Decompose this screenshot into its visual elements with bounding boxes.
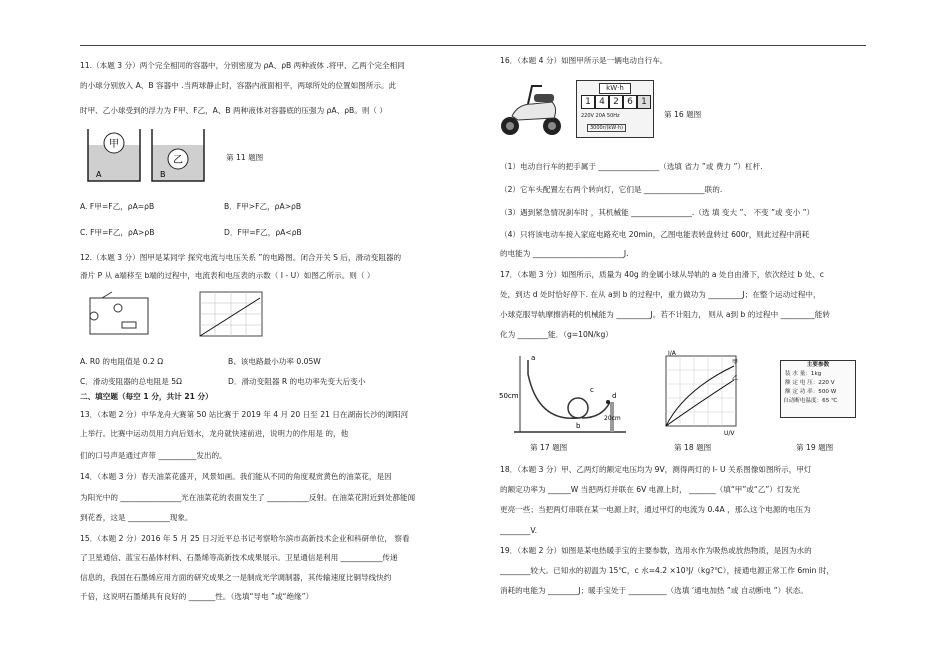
q11-line1: 11.（本题 3 分）两个完全相同的容器中，分别密度为 ρA、ρB 两种液体 .将甲、乙两个完全相同 <box>80 61 405 70</box>
fig16-energy-meter <box>576 80 654 138</box>
q12-option-b: B、该电路最小功率 0.05W <box>228 357 321 366</box>
q14-line2: 为阳光中的 ________________光在油菜花的表面发生了 ___________反射。在油菜花附近到处都能闻 <box>80 493 416 502</box>
q11-line2: 的小球分别放入 A、B 容器中 .当两球静止时，容器内液面相平，两球所处的位置如图所示。此 <box>80 81 397 90</box>
q11-option-b: B．F甲>F乙，ρA>ρB <box>224 202 302 211</box>
q12-option-d: D．滑动变阻器 R 的电功率先变大后变小 <box>228 377 366 386</box>
section-fill-in-title: 二、填空题（每空 1 分，共计 21 分） <box>80 392 213 401</box>
q12-option-c: C．滑动变阻器的总电阻是 5Ω <box>80 377 182 386</box>
fig18-series-yi: 乙 <box>732 375 739 382</box>
fig17-point-a: a <box>531 354 536 362</box>
q18-line3: 更亮一些；当把两灯串联在某一电源上时，通过甲灯的电流为 0.4A ，那么这个电源的电压为 <box>500 505 811 514</box>
meter-digit: 1 <box>637 95 651 109</box>
beaker-a-label: A <box>96 170 102 179</box>
fig17-height-20: 20cm <box>604 415 621 422</box>
q17-line1: 17．（本题 3 分）如图所示，质量为 40g 的金属小球从导轨的 a 处自由滑下，依次经过 b 处、c <box>500 270 824 279</box>
meter-spec-1: 220V 20A 50Hz <box>581 113 620 119</box>
q18-line1: 18．（本题 3 分）甲、乙两灯的额定电压均为 9V，测得两灯的 I- U 关系图像如图所示，甲灯 <box>500 465 812 474</box>
meter-digit: 4 <box>595 95 609 109</box>
fig17-point-d: d <box>612 392 617 400</box>
fig16-caption: 第 16 题图 <box>664 110 702 119</box>
meter-digits <box>581 95 651 109</box>
q16-part2: （2）它车头配置左右两个转向灯，它们是 ________________联的. <box>500 185 723 194</box>
q15-line4: 千倍，这说明石墨烯具有良好的 _______性。（选填“导电 ”或“绝缘”） <box>80 592 314 601</box>
fig18-iu-graph <box>654 350 742 436</box>
ball-yi-label: 乙 <box>173 155 183 166</box>
fig18-y-axis-label: I/A <box>668 350 676 357</box>
q19-line2: ________较大。已知水的初温为 15℃，c 水=4.2 ×10³J/（kg?℃），接通电源正常工作 6min 时， <box>500 566 835 575</box>
q12-line1: 12.（本题 3 分）图甲是某同学 探究电流与电压关系 ”的电路图。闭合开关 S 后，滑动变阻器的 <box>80 253 402 262</box>
fig12-graph <box>200 292 262 336</box>
q15-line2: 了卫星通信、蓝宝石晶体材料、石墨烯等高新技术成果展示。卫星通信是利用 ___________传递 <box>80 553 398 562</box>
fig12-circuit-graph <box>82 286 272 346</box>
fig19-row: 自动断电温度：65 ℃ <box>783 398 838 404</box>
fig17-point-b: b <box>576 422 581 430</box>
q12-line2: 滑片 P 从 a端移至 b端的过程中，电流表和电压表的示数（ I - U）如图乙所示。则（ ） <box>80 271 375 280</box>
q17-line4: 化为 ________能．（g=10N/kg） <box>500 330 613 339</box>
fig17-track <box>498 352 630 436</box>
fig19-title: 主要参数 <box>806 362 830 368</box>
q19-line3: 消耗的电能为 ________J；暖手宝处于 __________（选填 ‘通电加热 ”或 自动断电 ”）状态。 <box>500 586 808 595</box>
fig17-point-c: c <box>590 386 594 394</box>
ball-jia-label: 甲 <box>109 139 119 150</box>
q11-line3: 时甲、乙小球受到的浮力为 F甲、F乙，A、B 两种液体对容器底的压强为 ρA、ρB。则（ ） <box>80 106 388 115</box>
q16-part3: （3）遇到紧急情况刹车时 ，其机械能 ________________.（选 填 变大 ”、 不变 ”或 变小 ”） <box>500 208 815 217</box>
fig17-caption: 第 17 题图 <box>530 443 568 452</box>
q16-part4-line2: 的电能为 ________________________J. <box>500 249 629 258</box>
fig17-height-50: 50cm <box>499 392 519 400</box>
q14-line3: 到花香，这是 ___________现象。 <box>80 513 193 522</box>
q18-line2: 的额定功率为 ______W 当把两灯并联在 6V 电源上时， _______（填“甲”或“乙”）灯发光 <box>500 485 800 494</box>
q14-line1: 14．（本题 3 分）春天油菜花盛开，风景如画。我们能从不同的角度观赏黄色的油菜花，是因 <box>80 472 392 481</box>
q19-line1: 19．（本题 2 分）如图是某电热暖手宝的主要参数，选用水作为吸热或放热物质，是因为水的 <box>500 546 812 555</box>
meter-digit: 2 <box>609 95 623 109</box>
fig19-row: 额 定 电 压：220 V <box>785 380 835 386</box>
q11-option-a: A. F甲=F乙，ρA=ρB <box>80 202 155 211</box>
fig11-caption: 第 11 题图 <box>226 153 264 162</box>
q16-part4-line1: （4）只将该电动车接入家庭电路充电 20min，乙图电能表转盘转过 600r，则此过程中消耗 <box>500 230 810 239</box>
q17-line2: 处，到达 d 处时恰好停下. 在从 a到 b 的过程中，重力做功为 _________J；在整个运动过程中， <box>500 290 821 299</box>
q13-line2: 上举行。比赛中运动员用力向后划水，龙舟就快速前进，说明力的作用是 的，他 <box>80 429 349 438</box>
q15-line3: 信息的，我国在石墨烯应用方面的研究成果之一是制成光学调制器，其传输速度比铜导线快约 <box>80 573 392 582</box>
q17-line3: 小球克服导轨摩擦消耗的机械能为 _________J。若不计阻力， 则从 a到 b 的过程中 _________能转 <box>500 310 830 319</box>
fig11-beakers <box>86 127 212 185</box>
q18-line4: ________V. <box>500 526 538 535</box>
meter-unit: kW·h <box>599 83 631 94</box>
meter-digit: 1 <box>581 95 595 109</box>
fig18-caption: 第 18 题图 <box>674 443 712 452</box>
fig19-caption: 第 19 题图 <box>796 443 834 452</box>
fig18-x-axis-label: U/V <box>724 430 735 436</box>
fig16-scooter <box>498 80 564 138</box>
q13-line1: 13．（本题 2 分）中华龙舟大赛第 50 站比赛于 2019 年 4 月 20 日至 21 日在湖南长沙的浏阳河 <box>80 410 409 419</box>
fig19-row: 装 水 量：1kg <box>785 371 822 377</box>
beaker-b-label: B <box>160 170 166 179</box>
q13-line3: 们的口号声是通过声带 __________发出的。 <box>80 451 227 460</box>
fig12-circuit <box>90 292 148 334</box>
meter-spec-2: 3000r/(kW·h) <box>587 124 626 132</box>
fig19-params-box <box>780 360 856 418</box>
q11-option-d: D．F甲=F乙，ρA<ρB <box>224 228 302 237</box>
q15-line1: 15．（本题 2 分）2016 年 5 月 25 日习近平总书记考察哈尔滨市高新技术企业和科研单位， 察看 <box>80 534 410 543</box>
meter-digit: 6 <box>623 95 637 109</box>
q11-option-c: C. F甲=F乙，ρA>ρB <box>80 228 155 237</box>
header-rule <box>80 45 866 46</box>
q12-option-a: A. R0 的电阻值是 0.2 Ω <box>80 357 164 366</box>
fig19-row: 额 定 功 率：500 W <box>785 389 837 395</box>
q16-line1: 16．（本题 4 分）如图甲所示是一辆电动自行车。 <box>500 56 668 65</box>
fig18-series-jia: 甲 <box>732 359 739 366</box>
q16-part1: （1）电动自行车的把手属于 ________________（选填 省力 ”或 费力 ”）杠杆. <box>500 162 763 171</box>
